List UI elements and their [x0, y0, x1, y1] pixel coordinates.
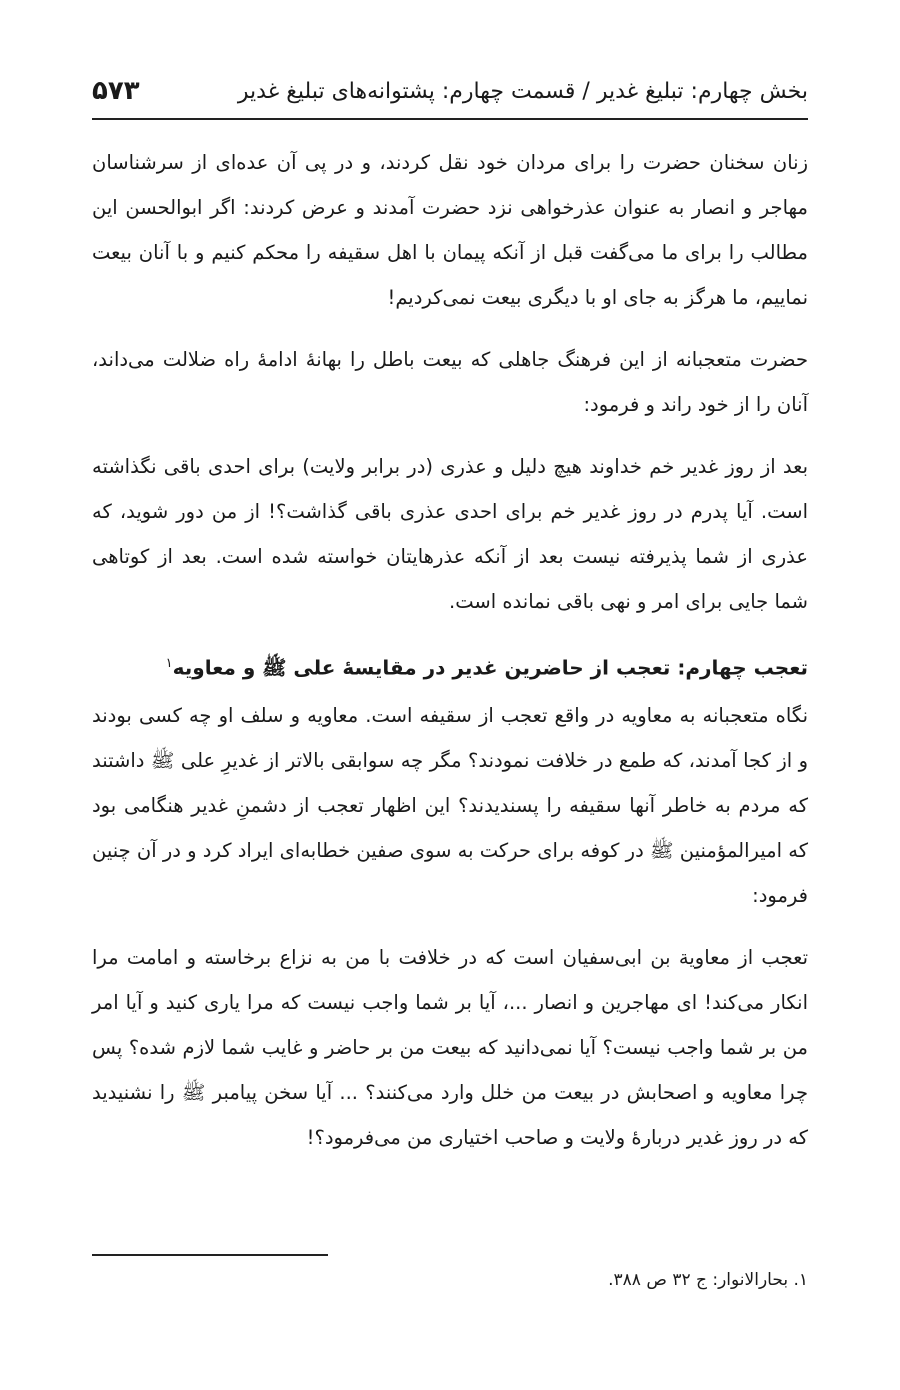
running-title: بخش چهارم: تبلیغ غدیر / قسمت چهارم: پشتوانه‌های تبلیغ غدیر	[237, 78, 808, 104]
paragraph-1: زنان سخنان حضرت را برای مردان خود نقل کردند، و در پی آن عده‌ای از سرشناسان مهاجر و انصار به عنوان عذرخواهی نزد حضرت آمدند و عرض کردند: اگر ابوالحسن این مطالب را برای ما می‌گفت قبل از آنکه پیمان با اهل سقیفه را محکم کنیم و با آنان بیعت نماییم، ما هرگز به جای او با دیگری بیعت نمی‌کردیم!	[92, 151, 808, 309]
body-text	[92, 140, 808, 1177]
footnote-marker[interactable]: ۱	[165, 656, 173, 671]
paragraph-3: بعد از روز غدیر خم خداوند هیچ دلیل و عذری (در برابر ولایت) برای احدی باقی نگذاشته است. آیا پدرم در روز غدیر خم برای احدی عذری باقی گذاشت؟! از من دور شوید، که عذری از شما پذیرفته نیست بعد از آنکه عذرهایتان خواسته شده است. بعد از کوتاهی شما جایی برای امر و نهی باقی نمانده است.	[92, 455, 808, 613]
paragraph-4: نگاه متعجبانه به معاویه در واقع تعجب از سقیفه است. معاویه و سلف او چه کسی بودند و از کجا آمدند، که طمع در خلافت نمودند؟ مگر چه سوابقی بالاتر از غدیرِ علی ﷺ داشتند که مردم به خاطر آنها سقیفه را پسندیدند؟ این اظهار تعجب از دشمنِ غدیر هنگامی بود که امیرالمؤمنین ﷺ در کوفه برای حرکت به سوی صفین خطابه‌ای ایراد کرد و در آن چنین فرمود:	[92, 703, 808, 907]
section-heading	[92, 641, 808, 691]
page-header	[92, 66, 808, 116]
footnote: ۱. بحارالانوار: ج ۳۲ ص ۳۸۸.	[608, 1270, 808, 1290]
paragraph-5: تعجب از معاویة بن ابی‌سفیان است که در خلافت با من به نزاع برخاسته و امامت مرا انکار می‌کند! ای مهاجرین و انصار ...، آیا بر شما واجب نیست که مرا یاری کنید و آیا امر من بر شما واجب نیست؟ آیا نمی‌دانید که بیعت من بر حاضر و غایب شما لازم شده؟ پس چرا معاویه و اصحابش در بیعت من خلل وارد می‌کنند؟ ... آیا سخن پیامبر ﷺ را نشنیدید که در روز غدیر دربارهٔ ولایت و صاحب اختیاری من می‌فرمود؟!	[92, 945, 808, 1149]
header-divider	[92, 118, 808, 120]
paragraph-2: حضرت متعجبانه از این فرهنگ جاهلی که بیعت باطل را بهانهٔ ادامهٔ راه ضلالت می‌داند، آنان را از خود راند و فرمود:	[92, 348, 808, 416]
footnote-divider	[92, 1254, 328, 1256]
section-heading-text: تعجب چهارم: تعجب از حاضرین غدیر در مقایسهٔ علی ﷺ و معاویه	[172, 655, 808, 680]
page-number: ۵۷۳	[92, 76, 140, 106]
